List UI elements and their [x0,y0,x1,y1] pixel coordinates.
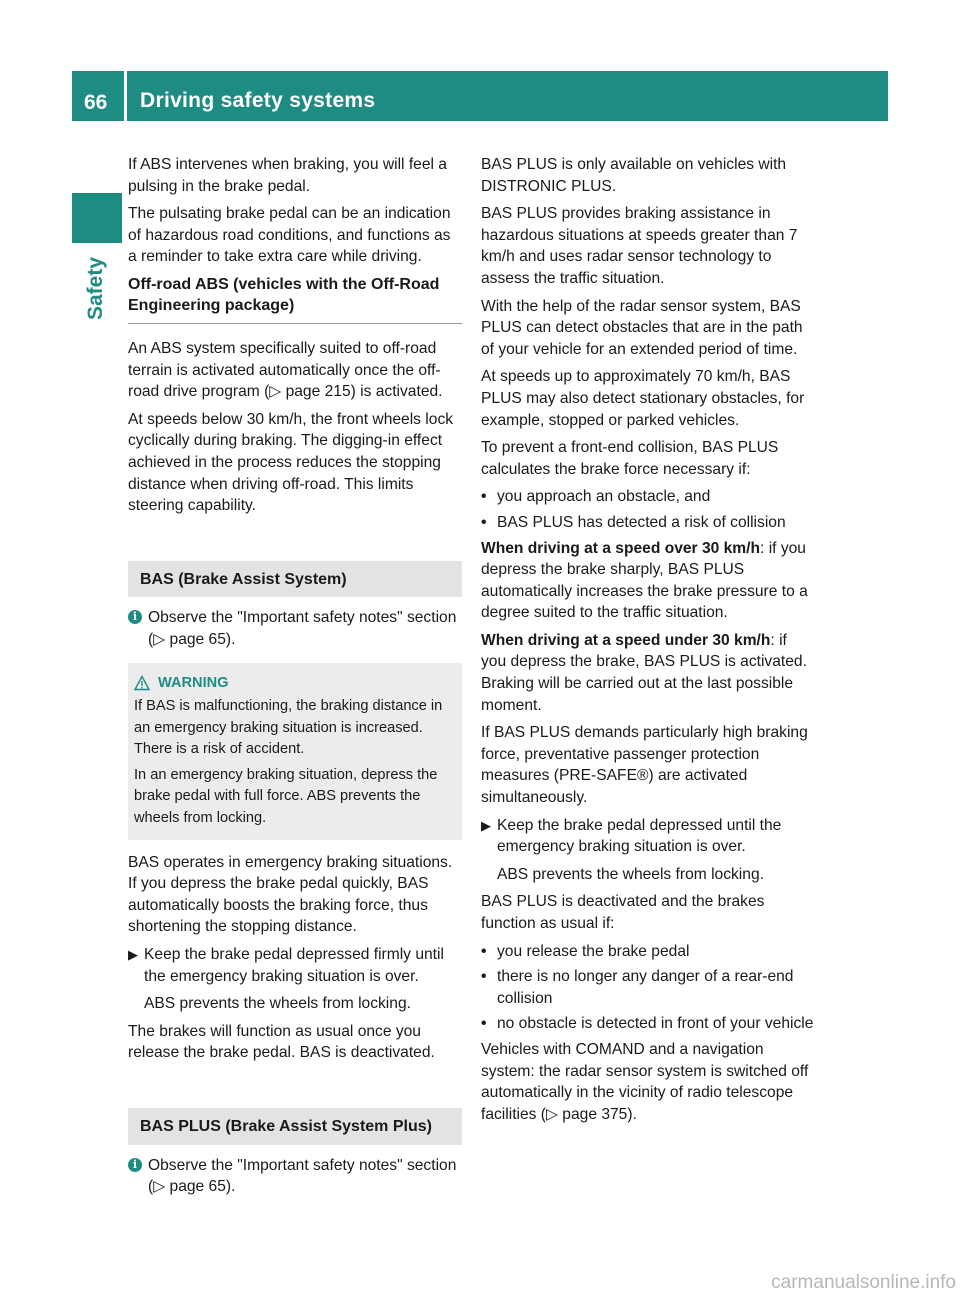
info-note [128,607,462,650]
paragraph: At speeds below 30 km/h, the front wheels lock cyclically during braking. The digging-in effect achieved in the process reduces the stopping distance when driving off-road. This limits steering capability. [128,410,454,515]
section-title: Driving safety systems [140,89,376,112]
step-text: Keep the brake pedal depressed until the emergency braking situation is over. [497,816,782,856]
instruction-step [481,815,815,858]
info-icon: i [128,1158,142,1172]
paragraph: BAS operates in emergency braking situations. If you depress the brake pedal quickly, BAS automatically boosts the braking force, thus shortening the stopping distance. [128,853,453,936]
paragraph: With the help of the radar sensor system, BAS PLUS can detect obstacles that are in the path of your vehicle for an extended period of time. [481,297,803,358]
bullet-icon: • [481,513,487,531]
bullet-icon: • [481,1015,487,1033]
bullet-icon: • [481,942,487,960]
list-item-text: you approach an obstacle, and [497,488,711,506]
warning-text: In an emergency braking situation, depress the brake pedal with full force. ABS prevents the wheels from locking. [134,766,438,827]
bold-label: When driving at a speed under 30 km/h [481,631,771,649]
paragraph: BAS PLUS is deactivated and the brakes function as usual if: [481,893,765,932]
step-result: ABS prevents the wheels from locking. [144,995,411,1013]
warning-box [128,663,462,840]
left-column [128,154,462,1204]
info-icon: i [128,610,142,624]
step-result: ABS prevents the wheels from locking. [497,865,764,883]
paragraph: Vehicles with COMAND and a navigation system: the radar sensor system is switched off automatically in the vicinity of radio telescope facilities (▷ page 375). [481,1040,809,1123]
right-column [481,154,815,1131]
page-number: 66 [84,91,108,114]
paragraph-text: : if you depress the brake, BAS PLUS is activated. Braking will be carried out at the last possible moment. [481,631,807,714]
paragraph: BAS PLUS is only available on vehicles with DISTRONIC PLUS. [481,156,787,195]
paragraph: To prevent a front-end collision, BAS PLUS calculates the brake force necessary if: [481,439,779,478]
arrow-right-icon: ▶ [128,947,138,963]
bas-heading: BAS (Brake Assist System) [128,561,462,598]
list-item [481,486,815,508]
paragraph [481,630,815,716]
list-item [481,1013,815,1035]
warning-header [134,673,454,695]
step-text: Keep the brake pedal depressed firmly until the emergency braking situation is over. [144,946,444,985]
list-item [481,966,815,1009]
side-tab-square [72,193,122,243]
list-item-text: you release the brake pedal [497,942,690,960]
paragraph: If ABS intervenes when braking, you will feel a pulsing in the brake pedal. [128,156,447,195]
bas-plus-heading: BAS PLUS (Brake Assist System Plus) [128,1108,462,1145]
bullet-icon: • [481,968,487,986]
offroad-abs-heading: Off-road ABS (vehicles with the Off-Road Engineering package) [128,275,440,315]
info-text: Observe the "Important safety notes" section (▷ page 65). [148,609,457,648]
bullet-icon: • [481,488,487,506]
bold-label: When driving at a speed over 30 km/h [481,539,761,557]
arrow-right-icon: ▶ [481,817,491,833]
paragraph: BAS PLUS provides braking assistance in hazardous situations at speeds greater than 7 km/h and uses radar sensor technology to assess the traffic situation. [481,205,798,287]
warning-title: WARNING [158,674,229,691]
watermark: carmanualsonline.info [771,1272,956,1293]
heading-rule [128,323,462,324]
paragraph: At speeds up to approximately 70 km/h, BAS PLUS may also detect stationary obstacles, for example, stopped or parked vehicles. [481,368,805,429]
header-divider [124,71,127,121]
info-text: Observe the "Important safety notes" section (▷ page 65). [148,1156,457,1196]
paragraph: An ABS system specifically suited to off-road terrain is activated automatically once the off-road drive program (▷ page 215) is activated. [128,339,443,401]
warning-triangle-icon [134,675,150,691]
paragraph: If BAS PLUS demands particularly high braking force, preventative passenger protection measures (PRE-SAFE®) are activated simultaneously. [481,724,808,807]
paragraph: The brakes will function as usual once you release the brake pedal. BAS is deactivated. [128,1022,435,1062]
warning-text: If BAS is malfunctioning, the braking distance in an emergency braking situation is increased. There is a risk of accident. [134,698,443,758]
paragraph-text: : if you depress the brake sharply, BAS PLUS automatically increases the brake pressure to a degree suited to the traffic situation. [481,539,808,622]
side-tab-label: Safety [84,256,107,320]
paragraph: The pulsating brake pedal can be an indication of hazardous road conditions, and functions as a reminder to take extra care while driving. [128,205,451,266]
list-item [481,941,815,963]
list-item-text: BAS PLUS has detected a risk of collision [497,513,786,531]
list-item-text: there is no longer any danger of a rear-end collision [497,968,794,1007]
info-note [128,1155,462,1198]
list-item-text: no obstacle is detected in front of your vehicle [497,1015,814,1033]
paragraph [481,538,815,624]
instruction-step [128,944,462,987]
list-item [481,512,815,534]
